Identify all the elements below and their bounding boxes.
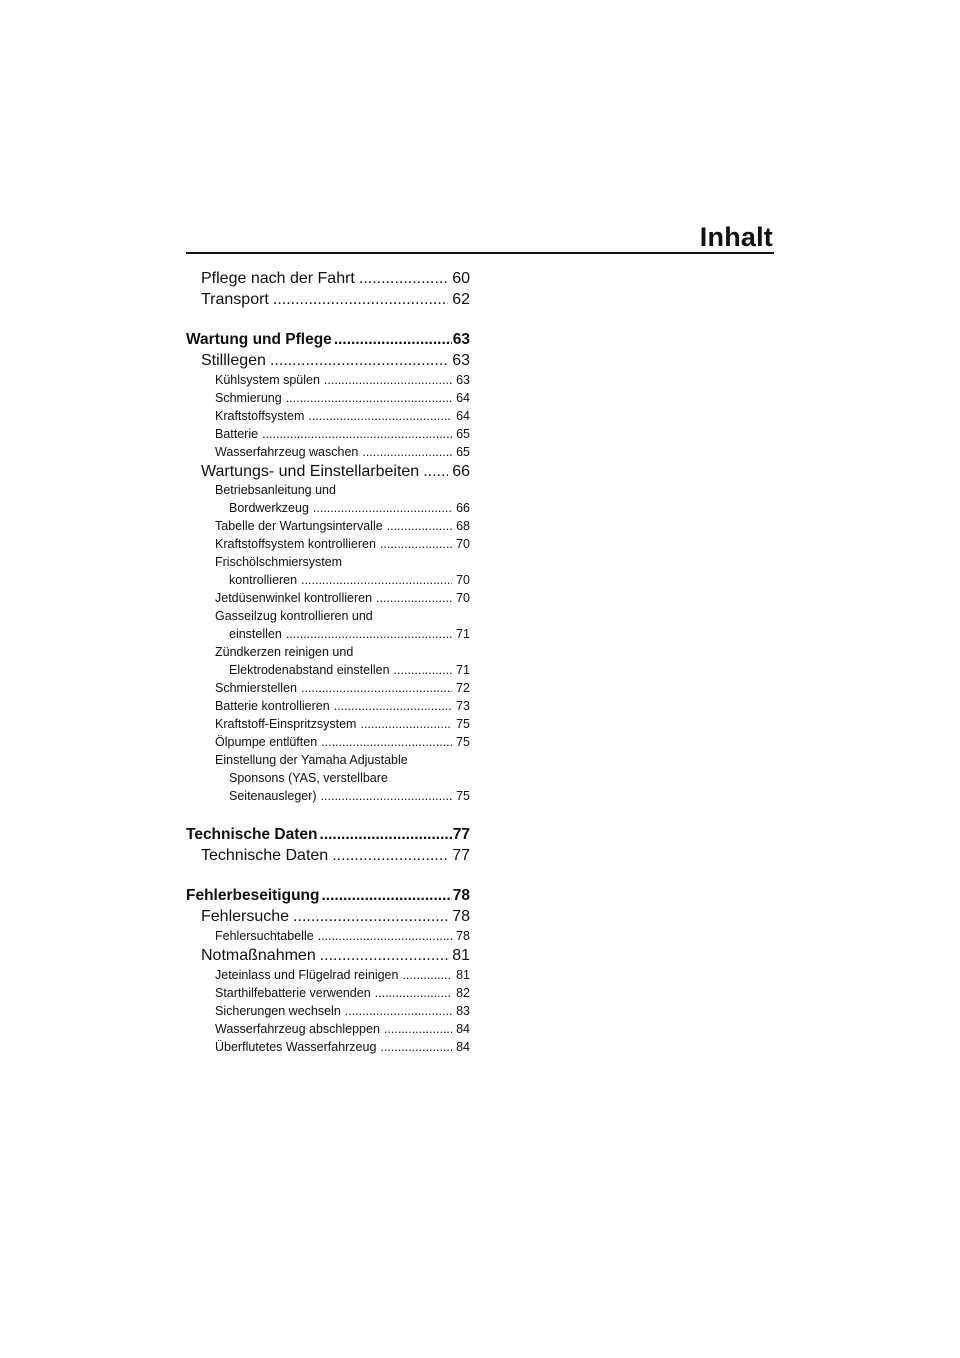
- toc-item[interactable]: [186, 391, 470, 409]
- toc-item-title: Sicherungen wechseln: [215, 1004, 341, 1018]
- toc-item-title: Batterie: [215, 427, 259, 441]
- leader-dots: [384, 1022, 452, 1036]
- toc-item[interactable]: [186, 986, 470, 1004]
- toc-section-title: Fehlerbeseitigung: [186, 887, 320, 904]
- toc-item[interactable]: [186, 663, 470, 681]
- page-title: Inhalt: [699, 222, 773, 252]
- toc-item[interactable]: [186, 537, 470, 555]
- toc-item[interactable]: [186, 573, 470, 591]
- leader-dots: [359, 270, 448, 288]
- toc-item[interactable]: [186, 735, 470, 753]
- toc-item[interactable]: [186, 1022, 470, 1040]
- toc-entry-title: Transport: [201, 291, 269, 308]
- toc-entry-title: Pflege nach der Fahrt: [201, 270, 355, 287]
- toc-item-title: einstellen: [229, 627, 282, 641]
- leader-dots: [318, 929, 452, 943]
- toc-item-page: 82: [456, 986, 470, 1000]
- toc-item[interactable]: [186, 1004, 470, 1022]
- leader-dots: [423, 463, 448, 481]
- toc-item-line: Frischölschmiersystem: [215, 555, 343, 569]
- leader-dots: [321, 789, 453, 803]
- toc-item-page: 75: [456, 717, 470, 731]
- leader-dots: [262, 427, 452, 441]
- toc-item-page: 81: [456, 968, 470, 982]
- toc-section-page: 63: [452, 331, 470, 348]
- toc-item[interactable]: [186, 968, 470, 986]
- toc-item[interactable]: [186, 699, 470, 717]
- leader-dots: [380, 1040, 452, 1054]
- leader-dots: [362, 445, 452, 459]
- leader-dots: [402, 968, 452, 982]
- toc-entry-page: 66: [452, 463, 470, 480]
- toc-entry-page: 62: [452, 291, 470, 308]
- toc-item-page: 83: [456, 1004, 470, 1018]
- toc-entry-title: Technische Daten: [201, 847, 329, 864]
- leader-dots: [376, 591, 452, 605]
- toc-item-page: 84: [456, 1022, 470, 1036]
- toc-item-page: 78: [456, 929, 470, 943]
- toc-item[interactable]: [186, 409, 470, 427]
- leader-dots: [321, 735, 452, 749]
- toc-section-title: Technische Daten: [186, 826, 318, 843]
- toc-section-page: 77: [452, 826, 470, 843]
- toc-item-title: Kraftstoffsystem: [215, 409, 305, 423]
- toc-item-page: 71: [456, 627, 470, 641]
- spacer: [186, 868, 470, 887]
- toc-item-title: Fehlersuchtabelle: [215, 929, 314, 943]
- leader-dots: [380, 537, 452, 551]
- leader-dots: [334, 699, 452, 713]
- leader-dots: [320, 947, 448, 965]
- toc-item-page: 75: [456, 735, 470, 749]
- toc-item[interactable]: [186, 427, 470, 445]
- toc-item-page: 70: [456, 537, 470, 551]
- toc-entry-title: Wartungs- und Einstellarbeiten: [201, 463, 420, 480]
- table-of-contents: [186, 270, 470, 1058]
- toc-item-page: 84: [456, 1040, 470, 1054]
- leader-dots: [320, 826, 452, 844]
- toc-item[interactable]: [186, 373, 470, 391]
- toc-item-title: Seitenausleger): [229, 789, 317, 803]
- leader-dots: [360, 717, 452, 731]
- toc-item-title: kontrollieren: [229, 573, 298, 587]
- toc-item-title: Kraftstoff-Einspritzsystem: [215, 717, 357, 731]
- leader-dots: [286, 391, 452, 405]
- leader-dots: [273, 291, 448, 309]
- toc-item[interactable]: [186, 501, 470, 519]
- toc-item-title: Kraftstoffsystem kontrollieren: [215, 537, 376, 551]
- toc-entry-page: 81: [452, 947, 470, 964]
- leader-dots: [286, 627, 452, 641]
- leader-dots: [387, 519, 452, 533]
- toc-item-line: Sponsons (YAS, verstellbare: [229, 771, 388, 785]
- spacer: [186, 312, 470, 331]
- toc-section-page: 78: [452, 887, 470, 904]
- toc-item[interactable]: [186, 627, 470, 645]
- toc-item-page: 75: [456, 789, 470, 803]
- toc-item-page: 64: [456, 409, 470, 423]
- toc-item-page: 65: [456, 427, 470, 441]
- toc-item-title: Tabelle der Wartungsintervalle: [215, 519, 383, 533]
- toc-item-page: 64: [456, 391, 470, 405]
- toc-item-title: Elektrodenabstand einstellen: [229, 663, 390, 677]
- toc-item[interactable]: [186, 681, 470, 699]
- toc-entry-page: 60: [452, 270, 470, 287]
- toc-entry-page: 63: [452, 352, 470, 369]
- header-rule: [186, 252, 774, 254]
- toc-item-title: Ölpumpe entlüften: [215, 735, 318, 749]
- toc-item[interactable]: [186, 591, 470, 609]
- toc-entry-notmassnahmen[interactable]: [186, 947, 470, 968]
- toc-item-title: Schmierstellen: [215, 681, 297, 695]
- leader-dots: [301, 573, 452, 587]
- leader-dots: [270, 352, 448, 370]
- toc-item-page: 70: [456, 591, 470, 605]
- toc-item-title: Schmierung: [215, 391, 282, 405]
- toc-item-title: Jetdüsenwinkel kontrollieren: [215, 591, 373, 605]
- toc-item-page: 63: [456, 373, 470, 387]
- toc-item[interactable]: [186, 717, 470, 735]
- toc-item-title: Kühlsystem spülen: [215, 373, 320, 387]
- toc-entry-wartungsarbeiten[interactable]: [186, 463, 470, 483]
- toc-item-line: Betriebsanleitung und: [215, 483, 336, 497]
- toc-item[interactable]: [186, 1040, 470, 1058]
- toc-item-page: 72: [456, 681, 470, 695]
- toc-entry-pflege[interactable]: [186, 270, 470, 291]
- toc-item-title: Jeteinlass und Flügelrad reinigen: [215, 968, 399, 982]
- toc-item[interactable]: [186, 445, 470, 463]
- spacer: [186, 807, 470, 826]
- toc-item-title: Wasserfahrzeug waschen: [215, 445, 359, 459]
- leader-dots: [375, 986, 452, 1000]
- toc-item-page: 73: [456, 699, 470, 713]
- toc-item-line: Einstellung der Yamaha Adjustable: [215, 753, 408, 767]
- leader-dots: [345, 1004, 452, 1018]
- toc-item-page: 68: [456, 519, 470, 533]
- toc-entry-title: Fehlersuche: [201, 908, 290, 925]
- leader-dots: [313, 501, 452, 515]
- toc-entry-page: 78: [452, 908, 470, 925]
- toc-item-title: Batterie kontrollieren: [215, 699, 330, 713]
- toc-item-line: Zündkerzen reinigen und: [215, 645, 354, 659]
- leader-dots: [324, 373, 452, 387]
- toc-section-wartung[interactable]: [186, 331, 470, 352]
- toc-item[interactable]: [186, 789, 470, 807]
- leader-dots: [293, 908, 448, 926]
- toc-entry-transport[interactable]: [186, 291, 470, 312]
- toc-item-title: Bordwerkzeug: [229, 501, 309, 515]
- toc-item-title: Überflutetes Wasserfahrzeug: [215, 1040, 377, 1054]
- toc-section-fehlerbeseitigung[interactable]: [186, 887, 470, 908]
- leader-dots: [301, 681, 452, 695]
- toc-item-page: 65: [456, 445, 470, 459]
- toc-item[interactable]: [186, 519, 470, 537]
- leader-dots: [322, 887, 452, 905]
- leader-dots: [394, 663, 453, 677]
- toc-entry-page: 77: [452, 847, 470, 864]
- toc-item-page: 70: [456, 573, 470, 587]
- toc-item-title: Starthilfebatterie verwenden: [215, 986, 371, 1000]
- toc-entry-title: Notmaßnahmen: [201, 947, 316, 964]
- toc-item-title: Wasserfahrzeug abschleppen: [215, 1022, 380, 1036]
- toc-entry-title: Stilllegen: [201, 352, 266, 369]
- toc-item-line: Gasseilzug kontrollieren und: [215, 609, 373, 623]
- leader-dots: [334, 331, 452, 349]
- toc-section-technische-daten[interactable]: [186, 826, 470, 847]
- toc-item-page: 66: [456, 501, 470, 515]
- leader-dots: [308, 409, 452, 423]
- toc-entry-fehlersuche[interactable]: [186, 908, 470, 929]
- toc-item-page: 71: [456, 663, 470, 677]
- toc-item[interactable]: [186, 929, 470, 947]
- toc-entry-technische-daten[interactable]: [186, 847, 470, 868]
- toc-section-title: Wartung und Pflege: [186, 331, 332, 348]
- toc-entry-stilllegen[interactable]: [186, 352, 470, 373]
- leader-dots: [332, 847, 448, 865]
